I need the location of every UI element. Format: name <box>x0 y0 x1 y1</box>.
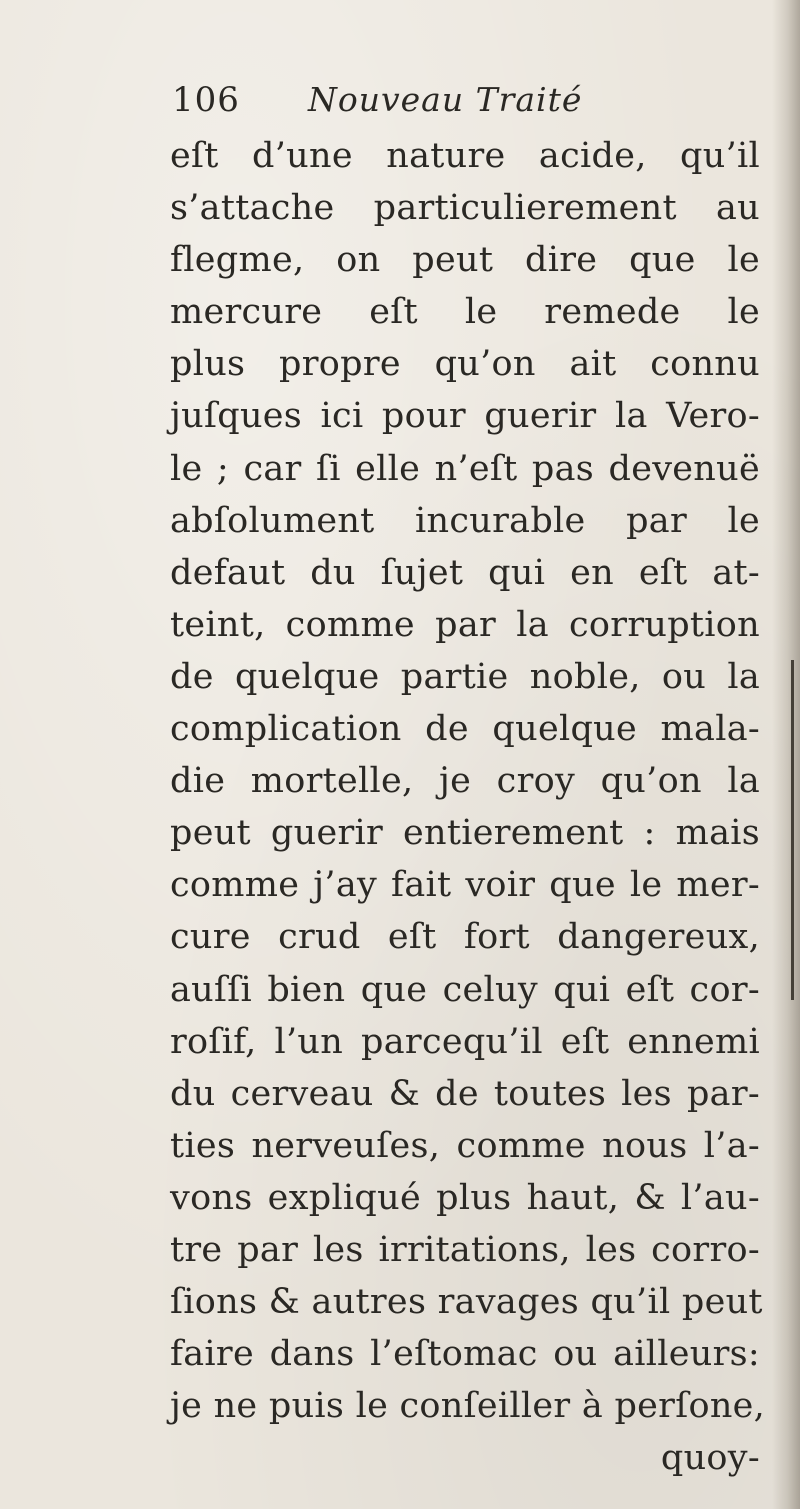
page-number: 106 <box>172 80 240 120</box>
text-line: du cerveau & de toutes les par- <box>170 1073 760 1114</box>
text-line: ſions & autres ravages qu’il peut <box>170 1282 763 1323</box>
text-line: le ; car ſi elle n’eſt pas devenuë <box>170 448 760 489</box>
running-title: Nouveau Traité <box>308 80 583 119</box>
text-line: plus propre qu’on ait connu <box>170 344 760 385</box>
text-line: faire dans l’eſtomac ou ailleurs: <box>170 1334 760 1375</box>
text-line: s’attache particulierement au <box>170 188 760 229</box>
text-line: complication de quelque mala- <box>170 709 760 750</box>
text-line: eſt d’une nature acide, qu’il <box>170 136 760 176</box>
text-line: de quelque partie noble, ou la <box>170 656 760 697</box>
running-head <box>172 74 732 126</box>
text-line: tre par les irritations, les corro- <box>170 1229 760 1270</box>
text-line: vons expliqué plus haut, & l’au- <box>170 1177 760 1218</box>
text-line: defaut du ſujet qui en eſt at- <box>170 552 760 593</box>
text-line: teint, comme par la corruption <box>170 604 760 645</box>
text-line: mercure eſt le remede le <box>170 292 760 333</box>
text-line: comme j’ay fait voir que le mer- <box>170 865 760 906</box>
body-text <box>170 130 766 1484</box>
text-line: je ne puis le conſeiller à perſone, <box>170 1386 766 1427</box>
text-line: roſif, l’un parcequ’il eſt ennemi <box>170 1021 760 1062</box>
catchword: quoy- <box>660 1438 760 1479</box>
text-line: ties nerveuſes, comme nous l’a- <box>170 1125 760 1166</box>
text-line: peut guerir entierement : mais <box>170 813 760 854</box>
text-line: cure crud eſt fort dangereux, <box>170 917 760 958</box>
text-line: auſſi bien que celuy qui eſt cor- <box>170 969 760 1010</box>
text-line: juſques ici pour guerir la Vero- <box>170 396 760 437</box>
text-line: abſolument incurable par le <box>170 500 760 541</box>
gutter-edge-mark <box>791 660 794 1000</box>
text-line: flegme, on peut dire que le <box>170 240 760 281</box>
page-gutter-shadow <box>772 0 800 1509</box>
text-line: die mortelle, je croy qu’on la <box>170 761 760 802</box>
